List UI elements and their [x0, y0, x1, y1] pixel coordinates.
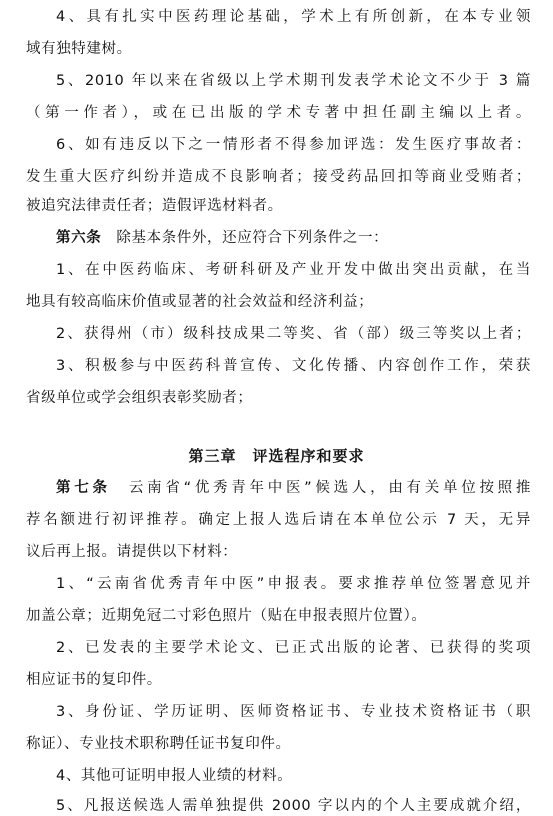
text-line: 3、积极参与中医药科普宣传、文化传播、内容创作工作，荣获 [56, 358, 531, 374]
text-line: 3、身份证、学历证明、医师资格证书、专业技术资格证书（职 [56, 704, 531, 720]
text-line: （第一作者），或在已出版的学术专著中担任副主编以上者。 [26, 105, 531, 121]
text-line: 5、凡报送候选人需单独提供 2000 字以内的个人主要成就介绍， [56, 798, 531, 814]
text-line: 加盖公章；近期免冠二寸彩色照片（贴在申报表照片位置）。 [26, 608, 427, 624]
article-text: 云南省“优秀青年中医”候选人，由有关单位按照推 [128, 480, 531, 496]
article-seven-paragraph [56, 478, 531, 498]
text-line: 2、已发表的主要学术论文、已正式出版的论著、已获得的奖项 [56, 640, 531, 656]
text-line: 2、获得州（市）级科技成果二等奖、省（部）级三等奖以上者； [56, 326, 531, 342]
article-text: 除基本条件外，还应符合下列条件之一： [116, 230, 389, 246]
text-line: 称证）、专业技术职称聘任证书复印件。 [26, 736, 291, 752]
chapter-heading: 第三章 评选程序和要求 [188, 447, 365, 465]
text-line: 被追究法律责任者；造假评选材料者。 [26, 198, 283, 214]
text-line: 议后再上报。请提供以下材料： [26, 544, 238, 560]
text-line: 4、其他可证明申报人业绩的材料。 [56, 768, 293, 784]
text-line: 6、如有违反以下之一情形者不得参加评选：发生医疗事故者： [56, 137, 531, 153]
text-line: 1、“云南省优秀青年中医”申报表。要求推荐单位签署意见并 [56, 576, 531, 592]
article-number: 第七条 [56, 480, 111, 496]
article-spacer [111, 480, 129, 496]
text-line: 1、在中医药临床、考研科研及产业开发中做出突出贡献，在当 [56, 262, 531, 278]
text-line: 5、2010 年以来在省级以上学术期刊发表学术论文不少于 3 篇 [56, 73, 531, 89]
text-line: 相应证书的复印件。 [26, 672, 162, 688]
article-six-paragraph [56, 228, 531, 248]
text-line: 域有独特建树。 [26, 41, 132, 57]
text-line: 4、具有扎实中医药理论基础，学术上有所创新，在本专业领 [56, 9, 531, 25]
article-spacer [101, 230, 116, 246]
text-line: 省级单位或学会组织表彰奖励者； [26, 390, 253, 406]
text-line: 荐名额进行初评推荐。确定上报人选后请在本单位公示 7 天，无异 [26, 512, 531, 528]
text-line: 发生重大医疗纠纷并造成不良影响者；接受药品回扣等商业受贿者； [26, 169, 531, 185]
article-number: 第六条 [56, 230, 102, 246]
text-line: 地具有较高临床价值或显著的社会效益和经济利益； [26, 294, 374, 310]
